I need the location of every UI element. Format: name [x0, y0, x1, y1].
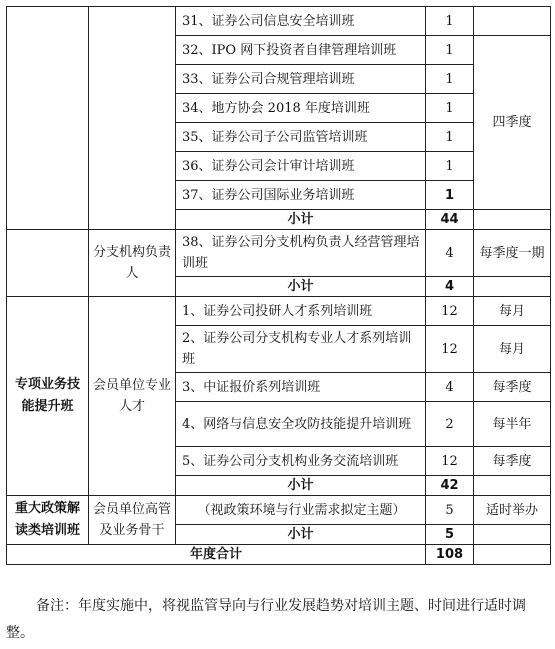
subtotal-value: 4: [426, 277, 474, 297]
course-count: 4: [426, 230, 474, 277]
course-frequency: 每季度: [474, 447, 551, 476]
course-frequency: 每季度一期: [474, 230, 551, 277]
training-plan-table: [6, 6, 551, 565]
course-name: 4、网络与信息安全攻防技能提升培训班: [176, 402, 426, 447]
course-name: 37、证券公司国际业务培训班: [176, 181, 426, 210]
table-row: [7, 7, 551, 36]
subtotal-value: 5: [426, 525, 474, 545]
empty-cell: [474, 525, 551, 545]
course-count: 1: [426, 7, 474, 36]
category-label: 专项业务技能提升班: [7, 297, 89, 496]
course-name: 1、证券公司投研人才系列培训班: [176, 297, 426, 326]
subtotal-value: 44: [426, 210, 474, 230]
empty-cell: [474, 210, 551, 230]
course-count: 12: [426, 297, 474, 326]
category-label: 重大政策解读类培训班: [7, 496, 89, 545]
subtotal-label: 小计: [176, 525, 426, 545]
course-count: 1: [426, 123, 474, 152]
subtotal-value: 42: [426, 476, 474, 496]
subtotal-label: 小计: [176, 210, 426, 230]
table-row: [7, 496, 551, 525]
course-name: 31、证券公司信息安全培训班: [176, 7, 426, 36]
course-frequency: 每月: [474, 297, 551, 326]
course-count: 1: [426, 152, 474, 181]
empty-cell: [474, 545, 551, 565]
course-count: 4: [426, 373, 474, 402]
category-cell-continued: [7, 7, 89, 230]
annual-total-value: 108: [426, 545, 474, 565]
course-name: 34、地方协会 2018 年度培训班: [176, 94, 426, 123]
course-count: 5: [426, 496, 474, 525]
frequency-cell-empty: [474, 7, 551, 36]
course-count: 1: [426, 36, 474, 65]
course-count: 1: [426, 94, 474, 123]
course-name: 3、中证报价系列培训班: [176, 373, 426, 402]
course-name: 35、证券公司子公司监管培训班: [176, 123, 426, 152]
course-frequency: 四季度: [474, 36, 551, 210]
course-frequency: 每半年: [474, 402, 551, 447]
subtotal-label: 小计: [176, 476, 426, 496]
table-row: [7, 297, 551, 326]
course-name: （视政策环境与行业需求拟定主题）: [176, 496, 426, 525]
annual-total-label: 年度合计: [7, 545, 426, 565]
course-count: 1: [426, 65, 474, 94]
empty-cell: [474, 277, 551, 297]
course-frequency: 每月: [474, 326, 551, 373]
footnote: 备注：年度实施中，将视监管导向与行业发展趋势对培训主题、时间进行适时调整。: [6, 598, 526, 641]
annual-total-row: [7, 545, 551, 565]
target-cell-continued: [89, 7, 176, 230]
course-name: 33、证券公司合规管理培训班: [176, 65, 426, 94]
empty-cell: [474, 476, 551, 496]
target-audience: 会员单位专业人才: [89, 297, 176, 496]
course-name: 38、证券公司分支机构负责人经营管理培训班: [176, 230, 426, 277]
category-cell-continued: [7, 230, 89, 297]
course-count: 2: [426, 402, 474, 447]
course-name: 32、IPO 网下投资者自律管理培训班: [176, 36, 426, 65]
target-audience: 分支机构负责人: [89, 230, 176, 297]
target-audience: 会员单位高管及业务骨干: [89, 496, 176, 545]
course-frequency: 适时举办: [474, 496, 551, 525]
subtotal-label: 小计: [176, 277, 426, 297]
course-name: 5、证券公司分支机构业务交流培训班: [176, 447, 426, 476]
course-name: 36、证券公司会计审计培训班: [176, 152, 426, 181]
table-row: [7, 230, 551, 277]
course-name: 2、证券公司分支机构专业人才系列培训班: [176, 326, 426, 373]
course-frequency: 每季度: [474, 373, 551, 402]
course-count: 12: [426, 326, 474, 373]
course-count: 12: [426, 447, 474, 476]
course-count: 1: [426, 181, 474, 210]
